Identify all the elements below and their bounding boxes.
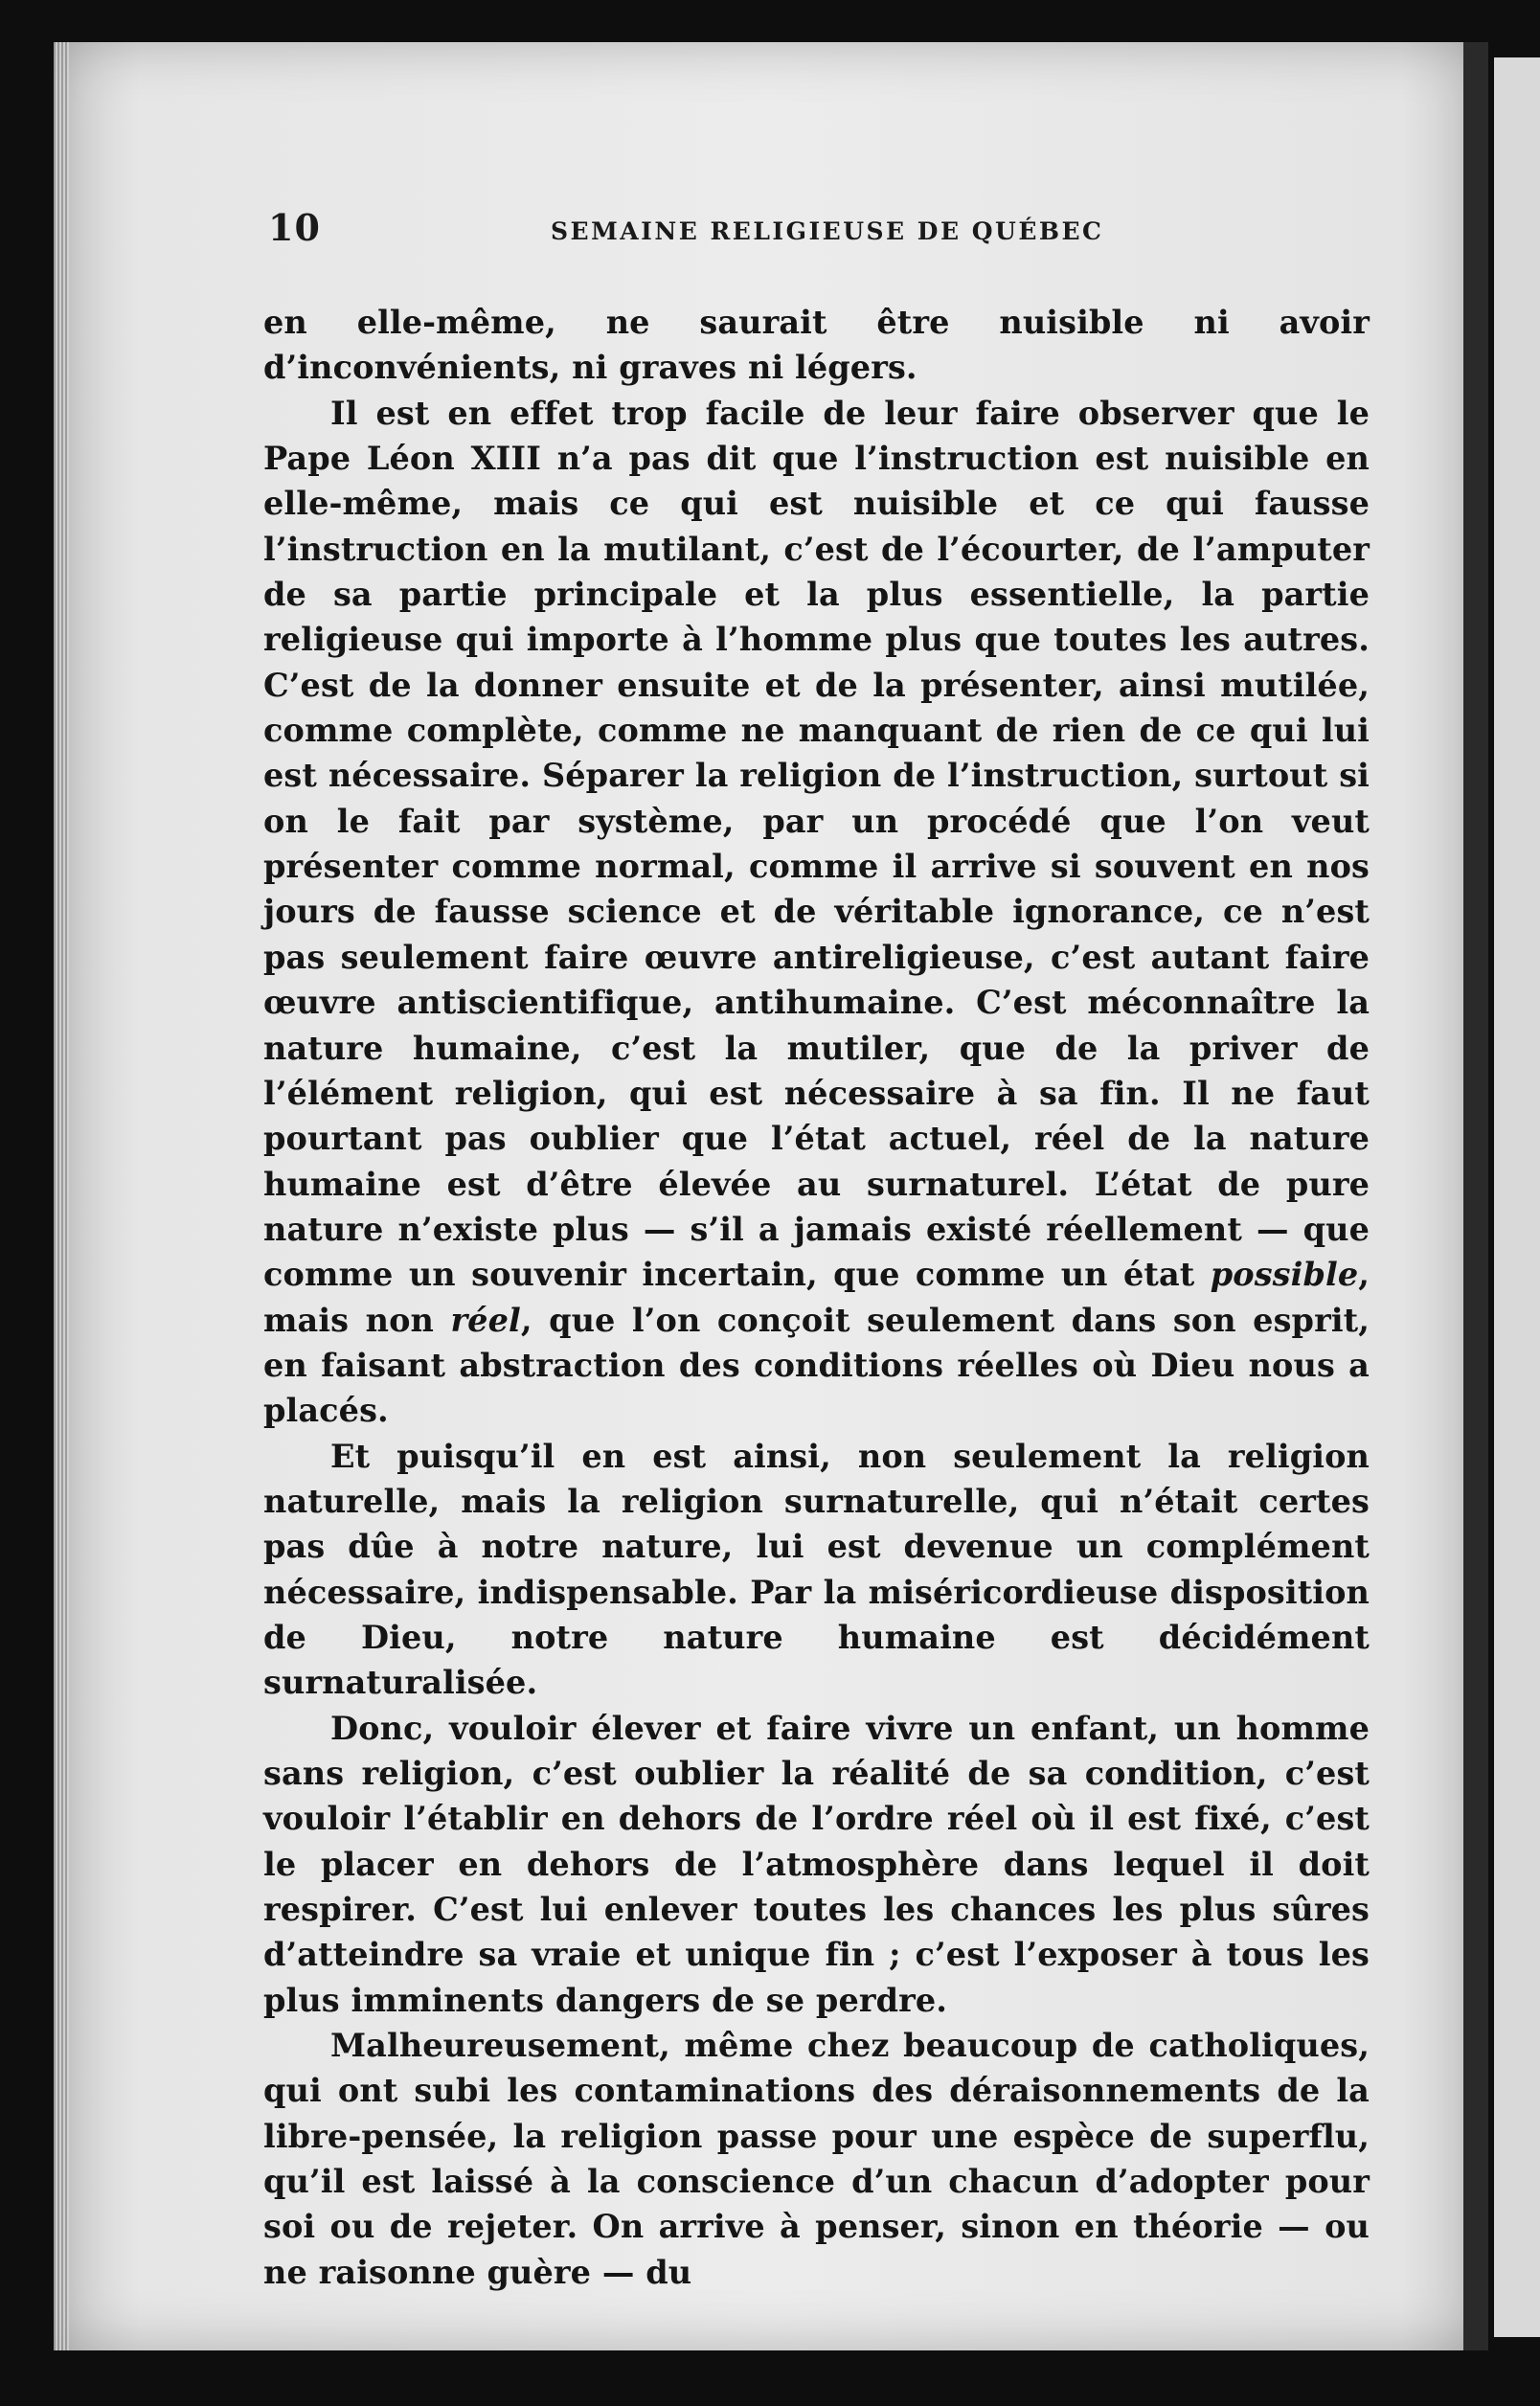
running-title: SEMAINE RELIGIEUSE DE QUÉBEC — [551, 217, 1104, 245]
paragraph-2 — [263, 391, 1370, 1434]
paragraph-text: en elle-même, ne saurait être nuisible ni avoir d’inconvénients, ni graves ni légers. — [263, 304, 1370, 387]
paragraph-3 — [263, 1434, 1370, 1706]
paragraph-1 — [263, 300, 1370, 391]
paragraph-4 — [263, 1706, 1370, 2023]
body-text — [263, 300, 1370, 2295]
paragraph-text: Il est en effet trop facile de leur faire observer que le Pape Léon XIII n’a pas dit que l’instruction est nuisible en elle-même, mais ce qui est nuisible et ce qui fausse l’instruction en la mutilant, c’est de l’écourter, de l’amputer de sa partie principale et la plus essentielle, la partie religieuse qui importe à l’homme plus que toutes les autres. C’est de la donner ensuite et de la présenter, ainsi mutilée, comme complète, comme ne manquant de rien de ce qui lui est nécessaire. Séparer la religion de l’instruction, surtout si on le fait par système, par un procédé que l’on veut présenter comme normal, comme il arrive si souvent en nos jours de fausse science et de véritable ignorance, ce n’est pas seulement faire œuvre antireligieuse, c’est autant faire œuvre antiscientifique, antihumaine. C’est méconnaître la nature humaine, c’est la mutiler, que de la priver de l’élément religion, qui est nécessaire à sa fin. Il ne faut pourtant pas oublier que l’état actuel, réel de la nature humaine est d’être élevée au surnaturel. L’état de pure nature n’existe plus — s’il a jamais existé réellement — que comme un souvenir incertain, que comme un état — [263, 394, 1370, 1294]
paragraph-5 — [263, 2023, 1370, 2295]
page-number: 10 — [268, 206, 321, 249]
paragraph-text: Donc, vouloir élever et faire vivre un enfant, un homme sans religion, c’est oublier la réalité de sa condition, c’est vouloir l’établir en dehors de l’ordre réel où il est fixé, c’est le placer en dehors de l’atmosphère dans lequel il doit respirer. C’est lui enlever toutes les chances les plus sûres d’atteindre sa vraie et unique fin ; c’est l’exposer à tous les plus imminents dangers de se perdre. — [263, 1709, 1370, 2019]
paragraph-text: , que l’on conçoit seulement dans son esprit, en faisant abstraction des conditions réelles où Dieu nous a placés. — [263, 1301, 1370, 1430]
italic-word: réel — [450, 1301, 521, 1339]
paragraph-text: Malheureusement, même chez beaucoup de catholiques, qui ont subi les contaminations des déraisonnements de la libre-pensée, la religion passe pour une espèce de superflu, qu’il est laissé à la conscience d’un chacun d’adopter pour soi ou de rejeter. On arrive à penser, sinon en théorie — ou ne raisonne guère — du — [263, 2027, 1370, 2291]
paragraph-text: Et puisqu’il en est ainsi, non seulement la religion naturelle, mais la religion surnaturelle, qui n’était certes pas dûe à notre nature, lui est devenue un complément nécessaire, indispensable. Par la miséricordieuse disposition de Dieu, notre nature humaine est décidément surnaturalisée. — [263, 1437, 1370, 1702]
page-edge-shadow — [54, 42, 69, 2350]
facing-page-edge — [1494, 57, 1540, 2337]
binding-gutter — [1463, 42, 1488, 2350]
italic-word: possible — [1210, 1256, 1359, 1294]
paragraph-text: , mais non — [263, 1256, 1370, 1339]
